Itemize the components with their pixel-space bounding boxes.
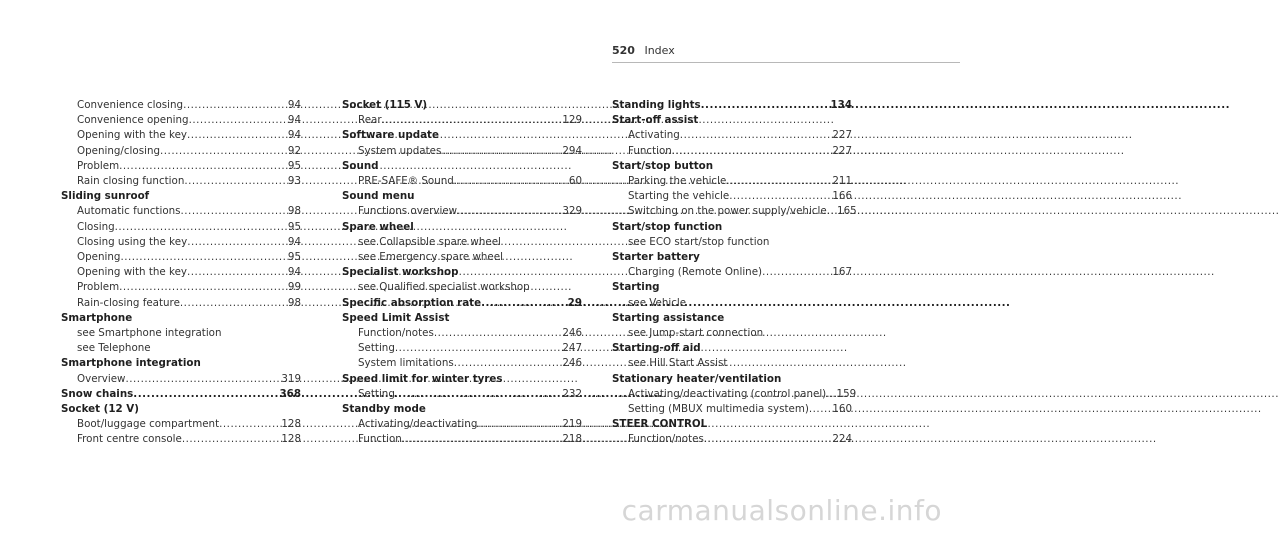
leader-dots bbox=[477, 417, 556, 432]
index-subentry-label: Boot/luggage compartment bbox=[77, 418, 220, 431]
index-entry bbox=[612, 220, 852, 250]
index-entry bbox=[61, 402, 301, 448]
leader-dots bbox=[160, 144, 275, 159]
index-subentry bbox=[342, 204, 582, 219]
watermark: carmanualsonline.info bbox=[621, 494, 942, 527]
index-entry bbox=[61, 98, 301, 189]
page-ref: 95 bbox=[287, 251, 301, 264]
index-subentry bbox=[61, 220, 301, 235]
index-subentry-label: Function bbox=[628, 144, 672, 157]
index-entry bbox=[342, 159, 582, 189]
page-ref: 98 bbox=[287, 296, 301, 309]
index-subentry-label: Rain-closing feature bbox=[77, 296, 180, 309]
index-entry bbox=[342, 402, 582, 448]
leader-dots bbox=[457, 204, 556, 219]
leader-dots bbox=[183, 98, 275, 113]
index-subentry bbox=[612, 189, 852, 204]
index-subentry bbox=[61, 144, 301, 159]
index-heading: Specialist workshop bbox=[342, 266, 459, 279]
page-ref: 60 bbox=[568, 175, 582, 188]
page-ref: 95 bbox=[287, 159, 301, 172]
index-subentry-label: System updates bbox=[358, 144, 442, 157]
index-subentry-label: Opening/closing bbox=[77, 144, 161, 157]
page-ref: 128 bbox=[281, 433, 301, 446]
page-ref: 134 bbox=[830, 99, 852, 111]
index-entry bbox=[61, 189, 301, 311]
leader-dots bbox=[402, 432, 556, 447]
page-ref: 224 bbox=[832, 433, 852, 446]
page-header bbox=[612, 44, 675, 57]
index-subentry bbox=[342, 432, 582, 447]
leader-dots bbox=[125, 372, 275, 387]
index-subentry-label: Opening with the key bbox=[77, 129, 188, 142]
page-ref: 94 bbox=[287, 129, 301, 142]
leader-dots bbox=[182, 432, 275, 447]
index-subentry bbox=[61, 159, 301, 174]
index-subentry-label: Overview bbox=[77, 372, 126, 385]
index-subentry-label: Setting bbox=[358, 387, 395, 400]
index-subentry bbox=[61, 174, 301, 189]
leader-dots bbox=[762, 265, 826, 280]
index-entry bbox=[61, 387, 301, 402]
index-subentry bbox=[342, 113, 582, 128]
index-entry bbox=[61, 311, 301, 357]
index-heading: Start-off assist bbox=[612, 114, 699, 127]
page-ref: 167 bbox=[832, 266, 852, 279]
index-heading: STEER CONTROL bbox=[612, 418, 708, 431]
index-subentry-label: Opening bbox=[77, 251, 121, 264]
index-subentry bbox=[342, 387, 582, 402]
leader-dots bbox=[181, 204, 275, 219]
index-entry bbox=[61, 356, 301, 386]
index-subentry bbox=[61, 250, 301, 265]
heading-label: Standing lights bbox=[612, 99, 701, 111]
index-column-1 bbox=[61, 98, 301, 448]
leader-dots bbox=[119, 280, 275, 295]
leader-dots bbox=[187, 128, 275, 143]
index-subentry bbox=[342, 417, 582, 432]
index-subentry-label: Setting bbox=[358, 342, 395, 355]
index-heading: Speed limit for winter tyres bbox=[342, 372, 503, 385]
index-subentry-label: Charging (Remote Online) bbox=[628, 266, 763, 279]
page-ref: 29 bbox=[567, 296, 582, 309]
leader-dots bbox=[120, 250, 275, 265]
heading-label: Specific absorption rate bbox=[342, 296, 482, 309]
leader-dots bbox=[119, 159, 275, 174]
page-number: 520 bbox=[612, 44, 635, 57]
index-entry bbox=[342, 220, 582, 266]
index-entry bbox=[342, 189, 582, 219]
index-entry bbox=[612, 280, 852, 310]
index-subentry-label: Activating/deactivating bbox=[358, 418, 478, 431]
leader-dots bbox=[441, 144, 556, 159]
index-subentry bbox=[61, 235, 301, 250]
index-subentry bbox=[612, 265, 852, 280]
index-subentry bbox=[61, 417, 301, 432]
index-entry bbox=[342, 311, 582, 372]
index-subentry bbox=[342, 326, 582, 341]
page-ref: 129 bbox=[562, 114, 582, 127]
leader-dots bbox=[701, 98, 826, 113]
index-heading: Starting bbox=[612, 281, 660, 294]
index-heading: Start/stop button bbox=[612, 159, 714, 172]
index-subentry bbox=[342, 341, 582, 356]
page-ref: 160 bbox=[832, 403, 852, 416]
leader-dots bbox=[726, 174, 826, 189]
page-ref: 128 bbox=[281, 418, 301, 431]
index-subentry bbox=[61, 372, 301, 387]
index-subentry bbox=[61, 280, 301, 295]
see-reference: see Emergency spare wheel bbox=[358, 251, 503, 264]
index-subentry bbox=[612, 174, 852, 189]
page-ref: 93 bbox=[287, 175, 301, 188]
index-subentry bbox=[612, 128, 852, 143]
index-subentry bbox=[612, 204, 857, 219]
index-entry bbox=[612, 311, 852, 341]
leader-dots bbox=[395, 341, 556, 356]
index-heading: Standby mode bbox=[342, 403, 426, 416]
page-ref: 294 bbox=[562, 144, 582, 157]
leader-dots bbox=[454, 356, 556, 371]
leader-dots bbox=[187, 235, 275, 250]
index-heading: Sound menu bbox=[342, 190, 415, 203]
index-subentry-label: Function bbox=[358, 433, 402, 446]
index-heading: Socket (115 V) bbox=[342, 99, 428, 111]
index-subentry-label: Closing using the key bbox=[77, 235, 188, 248]
leader-dots bbox=[184, 174, 275, 189]
index-subentry bbox=[612, 387, 857, 402]
leader-dots bbox=[180, 296, 275, 311]
index-heading: Software update bbox=[342, 129, 439, 142]
index-subentry bbox=[342, 174, 582, 189]
leader-dots bbox=[729, 189, 826, 204]
header-rule bbox=[612, 62, 960, 63]
index-heading bbox=[61, 387, 301, 402]
index-heading: Starting assistance bbox=[612, 311, 725, 324]
page-ref: 319 bbox=[281, 372, 301, 385]
index-subentry-label: Opening with the key bbox=[77, 266, 188, 279]
index-subentry bbox=[342, 144, 582, 159]
index-subentry bbox=[61, 265, 301, 280]
page-ref: 219 bbox=[562, 418, 582, 431]
leader-dots bbox=[680, 128, 826, 143]
index-subentry-label: Front centre console bbox=[77, 433, 182, 446]
index-subentry-label: Switching on the power supply/vehicle bbox=[628, 205, 827, 218]
leader-dots bbox=[434, 326, 556, 341]
page-ref: 247 bbox=[562, 342, 582, 355]
page-ref: 232 bbox=[562, 387, 582, 400]
page-ref: 99 bbox=[287, 281, 301, 294]
index-entry bbox=[612, 113, 852, 159]
index-subentry-label: Activating bbox=[628, 129, 680, 142]
index-entry bbox=[612, 372, 857, 418]
page-ref: 94 bbox=[287, 266, 301, 279]
index-entry bbox=[342, 296, 582, 311]
index-subentry-label: Functions overview bbox=[358, 205, 458, 218]
index-subentry-label: Rain closing function bbox=[77, 175, 185, 188]
index-subentry bbox=[61, 128, 301, 143]
leader-dots bbox=[187, 265, 275, 280]
page-ref: 246 bbox=[562, 357, 582, 370]
index-entry bbox=[342, 98, 582, 128]
index-subentry-label: Problem bbox=[77, 159, 120, 172]
leader-dots bbox=[395, 387, 556, 402]
see-reference: see Collapsible spare wheel bbox=[358, 235, 501, 248]
index-heading: Sliding sunroof bbox=[61, 190, 150, 203]
index-subentry-label: Closing bbox=[77, 220, 115, 233]
index-entry bbox=[612, 98, 852, 113]
index-heading: Stationary heater/ventilation bbox=[612, 372, 782, 385]
index-heading: Spare wheel bbox=[342, 220, 414, 233]
index-heading: Starter battery bbox=[612, 251, 700, 264]
index-entry bbox=[612, 341, 852, 371]
index-subentry-label: Convenience opening bbox=[77, 114, 189, 127]
index-heading bbox=[342, 296, 582, 311]
index-subentry bbox=[612, 144, 852, 159]
page-ref: 94 bbox=[287, 99, 301, 111]
page-ref: 227 bbox=[832, 144, 852, 157]
index-heading: Sound bbox=[342, 159, 379, 172]
section-title: Index bbox=[644, 44, 675, 57]
index-subentry-label: PRE-SAFE® Sound bbox=[358, 175, 454, 188]
see-reference: see Hill Start Assist bbox=[628, 357, 728, 370]
index-subentry bbox=[61, 113, 301, 128]
index-subentry-label: Function/notes bbox=[358, 327, 434, 340]
index-subentry bbox=[61, 98, 301, 113]
page-ref: 98 bbox=[287, 205, 301, 218]
see-reference: see ECO start/stop function bbox=[628, 235, 770, 248]
page-ref: 329 bbox=[562, 205, 582, 218]
index-entry bbox=[342, 372, 582, 402]
index-subentry-label: Automatic functions bbox=[77, 205, 181, 218]
index-subentry-label: Problem bbox=[77, 281, 120, 294]
page-ref: 227 bbox=[832, 129, 852, 142]
index-subentry bbox=[342, 356, 582, 371]
page-ref: 166 bbox=[832, 190, 852, 203]
leader-dots bbox=[133, 387, 275, 402]
page-ref: 368 bbox=[279, 387, 301, 400]
index-heading: Smartphone integration bbox=[61, 357, 201, 370]
leader-dots bbox=[219, 417, 275, 432]
index-entry bbox=[612, 159, 857, 220]
index-heading: Speed Limit Assist bbox=[342, 311, 450, 324]
index-entry bbox=[612, 250, 852, 280]
index-subentry bbox=[61, 432, 301, 447]
index-subentry bbox=[61, 204, 301, 219]
index-subentry bbox=[612, 432, 852, 447]
index-heading bbox=[612, 98, 852, 113]
index-heading: Start/stop function bbox=[612, 220, 723, 233]
leader-dots bbox=[809, 402, 826, 417]
index-subentry-label: Rear bbox=[358, 114, 382, 127]
page-ref: 159 bbox=[836, 387, 857, 400]
leader-dots bbox=[382, 113, 556, 128]
index-entry bbox=[612, 417, 852, 447]
index-column-2 bbox=[342, 98, 582, 448]
leader-dots bbox=[481, 296, 556, 311]
index-column-3 bbox=[612, 98, 857, 448]
index-entry bbox=[342, 265, 582, 295]
leader-dots bbox=[704, 432, 826, 447]
page-ref: 94 bbox=[287, 235, 301, 248]
index-subentry-label: Setting (MBUX multimedia system) bbox=[628, 403, 809, 416]
index-entry bbox=[342, 128, 582, 158]
leader-dots bbox=[672, 144, 826, 159]
page-ref: 218 bbox=[562, 433, 582, 446]
leader-dots bbox=[189, 113, 275, 128]
page-ref: 92 bbox=[287, 144, 301, 157]
see-reference: see Telephone bbox=[77, 342, 151, 355]
index-subentry-label: Starting the vehicle bbox=[628, 190, 730, 203]
index-subentry bbox=[61, 296, 301, 311]
see-reference: see Vehicle bbox=[628, 296, 687, 309]
index-subentry-label: Parking the vehicle bbox=[628, 175, 727, 188]
page-ref: 246 bbox=[562, 327, 582, 340]
index-subentry-label: System limitations bbox=[358, 357, 454, 370]
heading-label: Snow chains bbox=[61, 387, 134, 400]
see-reference: see Jump-start connection bbox=[628, 327, 764, 340]
index-subentry-label: Function/notes bbox=[628, 433, 704, 446]
index-heading: Smartphone bbox=[61, 311, 133, 324]
index-heading: Socket (12 V) bbox=[61, 403, 139, 416]
leader-dots bbox=[115, 220, 275, 235]
page-ref: 211 bbox=[832, 175, 852, 188]
index-heading: Starting-off aid bbox=[612, 342, 701, 355]
index-subentry bbox=[612, 402, 852, 417]
index-subentry-label: Activating/deactivating (control panel) bbox=[628, 387, 827, 400]
see-reference: see Qualified specialist workshop bbox=[358, 281, 530, 294]
page-ref: 165 bbox=[837, 205, 857, 218]
page-ref: 94 bbox=[287, 114, 301, 127]
see-reference: see Smartphone integration bbox=[77, 327, 222, 340]
page-ref: 95 bbox=[287, 220, 301, 233]
leader-dots bbox=[454, 174, 556, 189]
index-subentry-label: Convenience closing bbox=[77, 99, 184, 111]
